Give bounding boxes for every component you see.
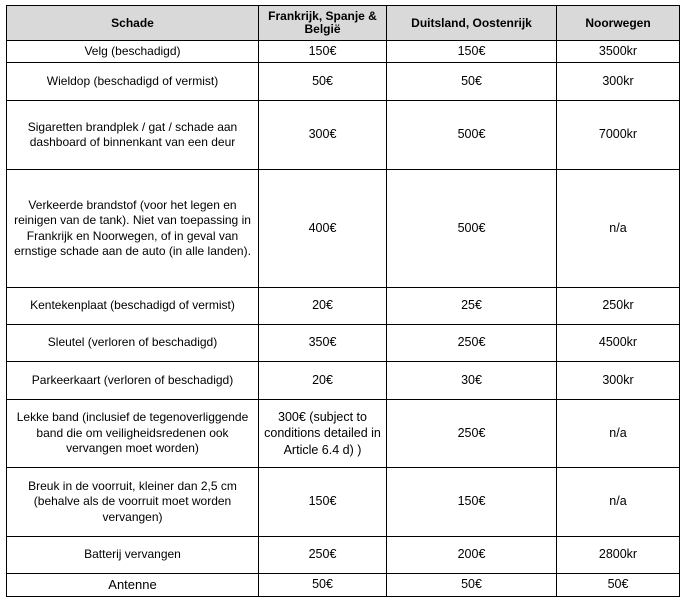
cell-price-no: n/a <box>557 468 680 537</box>
cell-price-fr: 300€ (subject to conditions detailed in Article 6.4 d) ) <box>259 400 387 468</box>
table-row <box>7 101 680 170</box>
cell-price-fr: 50€ <box>259 574 387 597</box>
cell-price-fr: 20€ <box>259 362 387 400</box>
cell-price-no: 250kr <box>557 288 680 325</box>
cell-price-no: n/a <box>557 400 680 468</box>
cell-price-no: 300kr <box>557 362 680 400</box>
table-row <box>7 325 680 362</box>
header-schade: Schade <box>7 6 259 41</box>
cell-schade: Sleutel (verloren of beschadigd) <box>7 325 259 362</box>
cell-price-de: 250€ <box>387 325 557 362</box>
cell-price-de: 200€ <box>387 537 557 574</box>
cell-price-no: 3500kr <box>557 41 680 63</box>
cell-schade: Batterij vervangen <box>7 537 259 574</box>
cell-schade: Kentekenplaat (beschadigd of vermist) <box>7 288 259 325</box>
cell-price-de: 25€ <box>387 288 557 325</box>
cell-schade: Parkeerkaart (verloren of beschadigd) <box>7 362 259 400</box>
cell-schade: Lekke band (inclusief de tegenoverliggende band die om veiligheidsredenen ook vervangen moet worden) <box>7 400 259 468</box>
cell-price-no: 7000kr <box>557 101 680 170</box>
cell-price-no: 2800kr <box>557 537 680 574</box>
cell-price-de: 250€ <box>387 400 557 468</box>
cell-price-de: 500€ <box>387 170 557 288</box>
header-noorwegen: Noorwegen <box>557 6 680 41</box>
cell-schade: Verkeerde brandstof (voor het legen en reinigen van de tank). Niet van toepassing in Frankrijk en Noorwegen, of in geval van ernstige schade aan de auto (in alle landen). <box>7 170 259 288</box>
cell-schade: Wieldop (beschadigd of vermist) <box>7 63 259 101</box>
cell-price-fr: 400€ <box>259 170 387 288</box>
cell-price-no: n/a <box>557 170 680 288</box>
cell-price-fr: 20€ <box>259 288 387 325</box>
cell-schade: Sigaretten brandplek / gat / schade aan dashboard of binnenkant van een deur <box>7 101 259 170</box>
cell-price-fr: 300€ <box>259 101 387 170</box>
table-row <box>7 170 680 288</box>
cell-price-no: 300kr <box>557 63 680 101</box>
damage-fee-table <box>6 5 680 597</box>
cell-price-no: 50€ <box>557 574 680 597</box>
damage-table-wrapper <box>6 5 680 597</box>
cell-price-no: 4500kr <box>557 325 680 362</box>
cell-price-fr: 250€ <box>259 537 387 574</box>
header-frankrijk-spanje-belgie: Frankrijk, Spanje & België <box>259 6 387 41</box>
cell-price-de: 50€ <box>387 63 557 101</box>
table-row <box>7 288 680 325</box>
cell-price-de: 50€ <box>387 574 557 597</box>
cell-price-fr: 150€ <box>259 41 387 63</box>
table-row <box>7 400 680 468</box>
table-row <box>7 63 680 101</box>
table-row <box>7 574 680 597</box>
cell-schade: Velg (beschadigd) <box>7 41 259 63</box>
cell-price-de: 30€ <box>387 362 557 400</box>
cell-price-de: 150€ <box>387 468 557 537</box>
cell-price-fr: 50€ <box>259 63 387 101</box>
table-row <box>7 362 680 400</box>
table-row <box>7 468 680 537</box>
cell-schade: Antenne <box>7 574 259 597</box>
cell-price-de: 500€ <box>387 101 557 170</box>
cell-price-fr: 350€ <box>259 325 387 362</box>
table-row <box>7 537 680 574</box>
header-duitsland-oostenrijk: Duitsland, Oostenrijk <box>387 6 557 41</box>
cell-schade: Breuk in de voorruit, kleiner dan 2,5 cm (behalve als de voorruit moet worden vervangen) <box>7 468 259 537</box>
table-row <box>7 41 680 63</box>
cell-price-de: 150€ <box>387 41 557 63</box>
cell-price-fr: 150€ <box>259 468 387 537</box>
header-row <box>7 6 680 41</box>
